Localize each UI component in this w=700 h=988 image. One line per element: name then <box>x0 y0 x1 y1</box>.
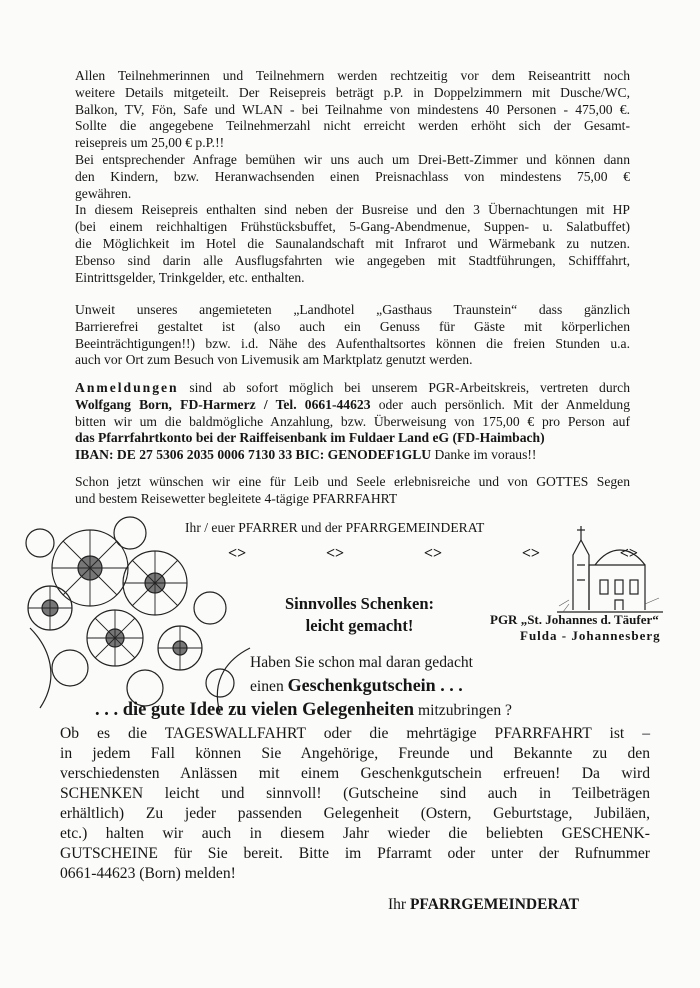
hotel-paragraph <box>75 302 630 369</box>
diamond-glyph: <> <box>423 545 443 562</box>
registration-line: Wolfgang Born, FD-Harmerz / Tel. 0661-44623 oder auch persönlich. Mit der Anmeldung <box>75 396 630 412</box>
bank-line <box>75 447 630 464</box>
hotel-line: Barrierefrei gestaltet ist (also auch ein Genuss für Gäste mit körperlichen <box>75 318 630 334</box>
intro-line: den Kindern, bzw. Heranwachsenden einen Preisnachlass von mindestens 75,00 € <box>75 168 630 184</box>
wishes-line: und bestem Reisewetter begleitete 4-tägige PFARRFAHRT <box>75 490 398 506</box>
gift-question-line: einen Geschenkgutschein . . . <box>250 675 463 695</box>
intro-line: Sollte die angegebene Teilnehmerzahl nicht erreicht werden erhöht sich der Gesamt- <box>75 118 630 134</box>
pastor-signoff: Ihr / euer PFARRER und der PFARRGEMEINDERAT <box>185 520 485 535</box>
gift-headline <box>285 593 434 637</box>
diamond-glyph: <> <box>325 545 345 562</box>
hotel-line: Beeinträchtigungen!!) bzw. i.d. Nähe des Aufenthaltsortes können die freien Stunden u.a. <box>75 335 630 351</box>
intro-line: Balkon, TV, Fön, Safe und WLAN - bei Teilnahme von mindestens 40 Personen - 475,00 €. <box>75 101 630 117</box>
bank-account: das Pfarrfahrtkonto bei der Raiffeisenbank im Fuldaer Land eG (FD-Haimbach) <box>75 430 545 446</box>
gift-question-line: Haben Sie schon mal daran gedacht <box>250 654 473 671</box>
gift-question-line: . . . die gute Idee zu vielen Gelegenheiten mitzubringen ? <box>95 700 512 720</box>
thanks-text: Danke im voraus!! <box>431 447 537 463</box>
flower-bouquet-illustration <box>20 508 255 718</box>
intro-paragraph <box>75 68 630 286</box>
hotel-line: Unweit unseres angemieteten „Landhotel „Gasthaus Traunstein“ dass gänzlich <box>75 302 630 317</box>
gift-body-line: verschiedensten Anlässen mit einem Geschenkgutschein erfreuen! Da wird <box>60 765 650 782</box>
church-illustration <box>555 520 665 615</box>
intro-line: weitere Details mitgeteilt. Der Reisepreis beträgt p.P. in Doppelzimmern mit Dusche/WC, <box>75 84 630 100</box>
hotel-line: auch vor Ort zum Besuch von Livemusik am Marktplatz genutzt werden. <box>75 352 473 368</box>
gift-body-line: 0661-44623 (Born) melden! <box>60 865 236 882</box>
diamond-glyph: <> <box>521 545 541 562</box>
gift-idea-phrase: . . . die gute Idee zu vielen Gelegenheiten <box>95 700 415 720</box>
council-name: PFARRGEMEINDERAT <box>409 896 580 913</box>
intro-line: reisepreis um 25,00 € p.P.!! <box>75 135 225 151</box>
parish-name: PGR „St. Johannes d. Täufer“ <box>490 612 659 627</box>
gift-body-line: in jedem Fall können Sie Angehörige, Freunde und Bekannte zu den <box>60 745 650 762</box>
contact-person: Wolfgang Born, FD-Harmerz / Tel. 0661-44623 <box>75 396 371 412</box>
intro-line: die Möglichkeit im Hotel die Saunalandschaft mit Infrarot und Wärmebank zu nutzen. <box>75 235 630 251</box>
registration-line: bitten wir um die baldmögliche Anzahlung, bzw. Überweisung von 175,00 € pro Person auf <box>75 413 630 429</box>
intro-line: Ebenso sind darin alle Ausflugsfahrten wie angegeben mit Stadtführungen, Schifffahrt, <box>75 252 630 268</box>
parish-location: Fulda - Johannesberg <box>520 628 661 643</box>
intro-line: Bei entsprechender Anfrage bemühen wir uns auch um Drei-Bett-Zimmer und können dann <box>75 151 630 167</box>
gift-body-line: SCHENKEN leicht und sinnvoll! (Gutscheine sind auch in Teilbeträgen <box>60 785 650 802</box>
registration-heading: Anmeldungen <box>75 380 179 395</box>
gift-body-paragraph <box>60 724 650 884</box>
intro-line: Allen Teilnehmerinnen und Teilnehmern werden rechtzeitig vor dem Reiseantritt noch <box>75 68 630 83</box>
intro-line: Eintrittsgelder, Trinkgelder, etc. enthalten. <box>75 269 305 285</box>
gift-body-line: GUTSCHEINE für Sie bereit. Bitte im Pfarramt oder unter der Rufnummer <box>60 845 650 862</box>
gift-voucher-term: Geschenkgutschein . . . <box>287 675 463 695</box>
registration-paragraph <box>75 380 630 464</box>
diamond-glyph: <> <box>619 545 638 562</box>
gift-headline-line: Sinnvolles Schenken: <box>285 594 434 613</box>
gift-body-line: Ob es die TAGESWALLFAHRT oder die mehrtägige PFARRFAHRT ist – <box>60 725 650 742</box>
intro-line: gewähren. <box>75 185 132 201</box>
intro-line: (bei einem reichhaltigen Frühstücksbuffet, 5-Gang-Abendmenue, Suppen- u. Salatbuffet) <box>75 219 630 235</box>
gift-body-line: etc.) halten wir auch in diesem Jahr wieder die beliebten GESCHENK- <box>60 825 650 842</box>
gift-headline-line: leicht gemacht! <box>305 616 414 635</box>
council-signature: Ihr PFARRGEMEINDERAT <box>388 896 580 913</box>
iban-bic: IBAN: DE 27 5306 2035 0006 7130 33 BIC: GENODEF1GLU <box>75 447 432 463</box>
diamond-glyph: <> <box>228 545 247 562</box>
registration-line: Anmeldungen sind ab sofort möglich bei unserem PGR-Arbeitskreis, vertreten durch <box>75 380 630 395</box>
wishes-paragraph <box>75 474 630 508</box>
intro-line: In diesem Reisepreis enthalten sind neben der Busreise und den 3 Übernachtungen mit HP <box>75 202 630 218</box>
wishes-line: Schon jetzt wünschen wir eine für Leib und Seele erlebnisreiche und von GOTTES Segen <box>75 474 630 489</box>
parish-council-label <box>490 612 661 644</box>
gift-body-line: erhältlich) Zu jeder passenden Gelegenheit (Ostern, Geburtstage, Jubiläen, <box>60 805 650 822</box>
